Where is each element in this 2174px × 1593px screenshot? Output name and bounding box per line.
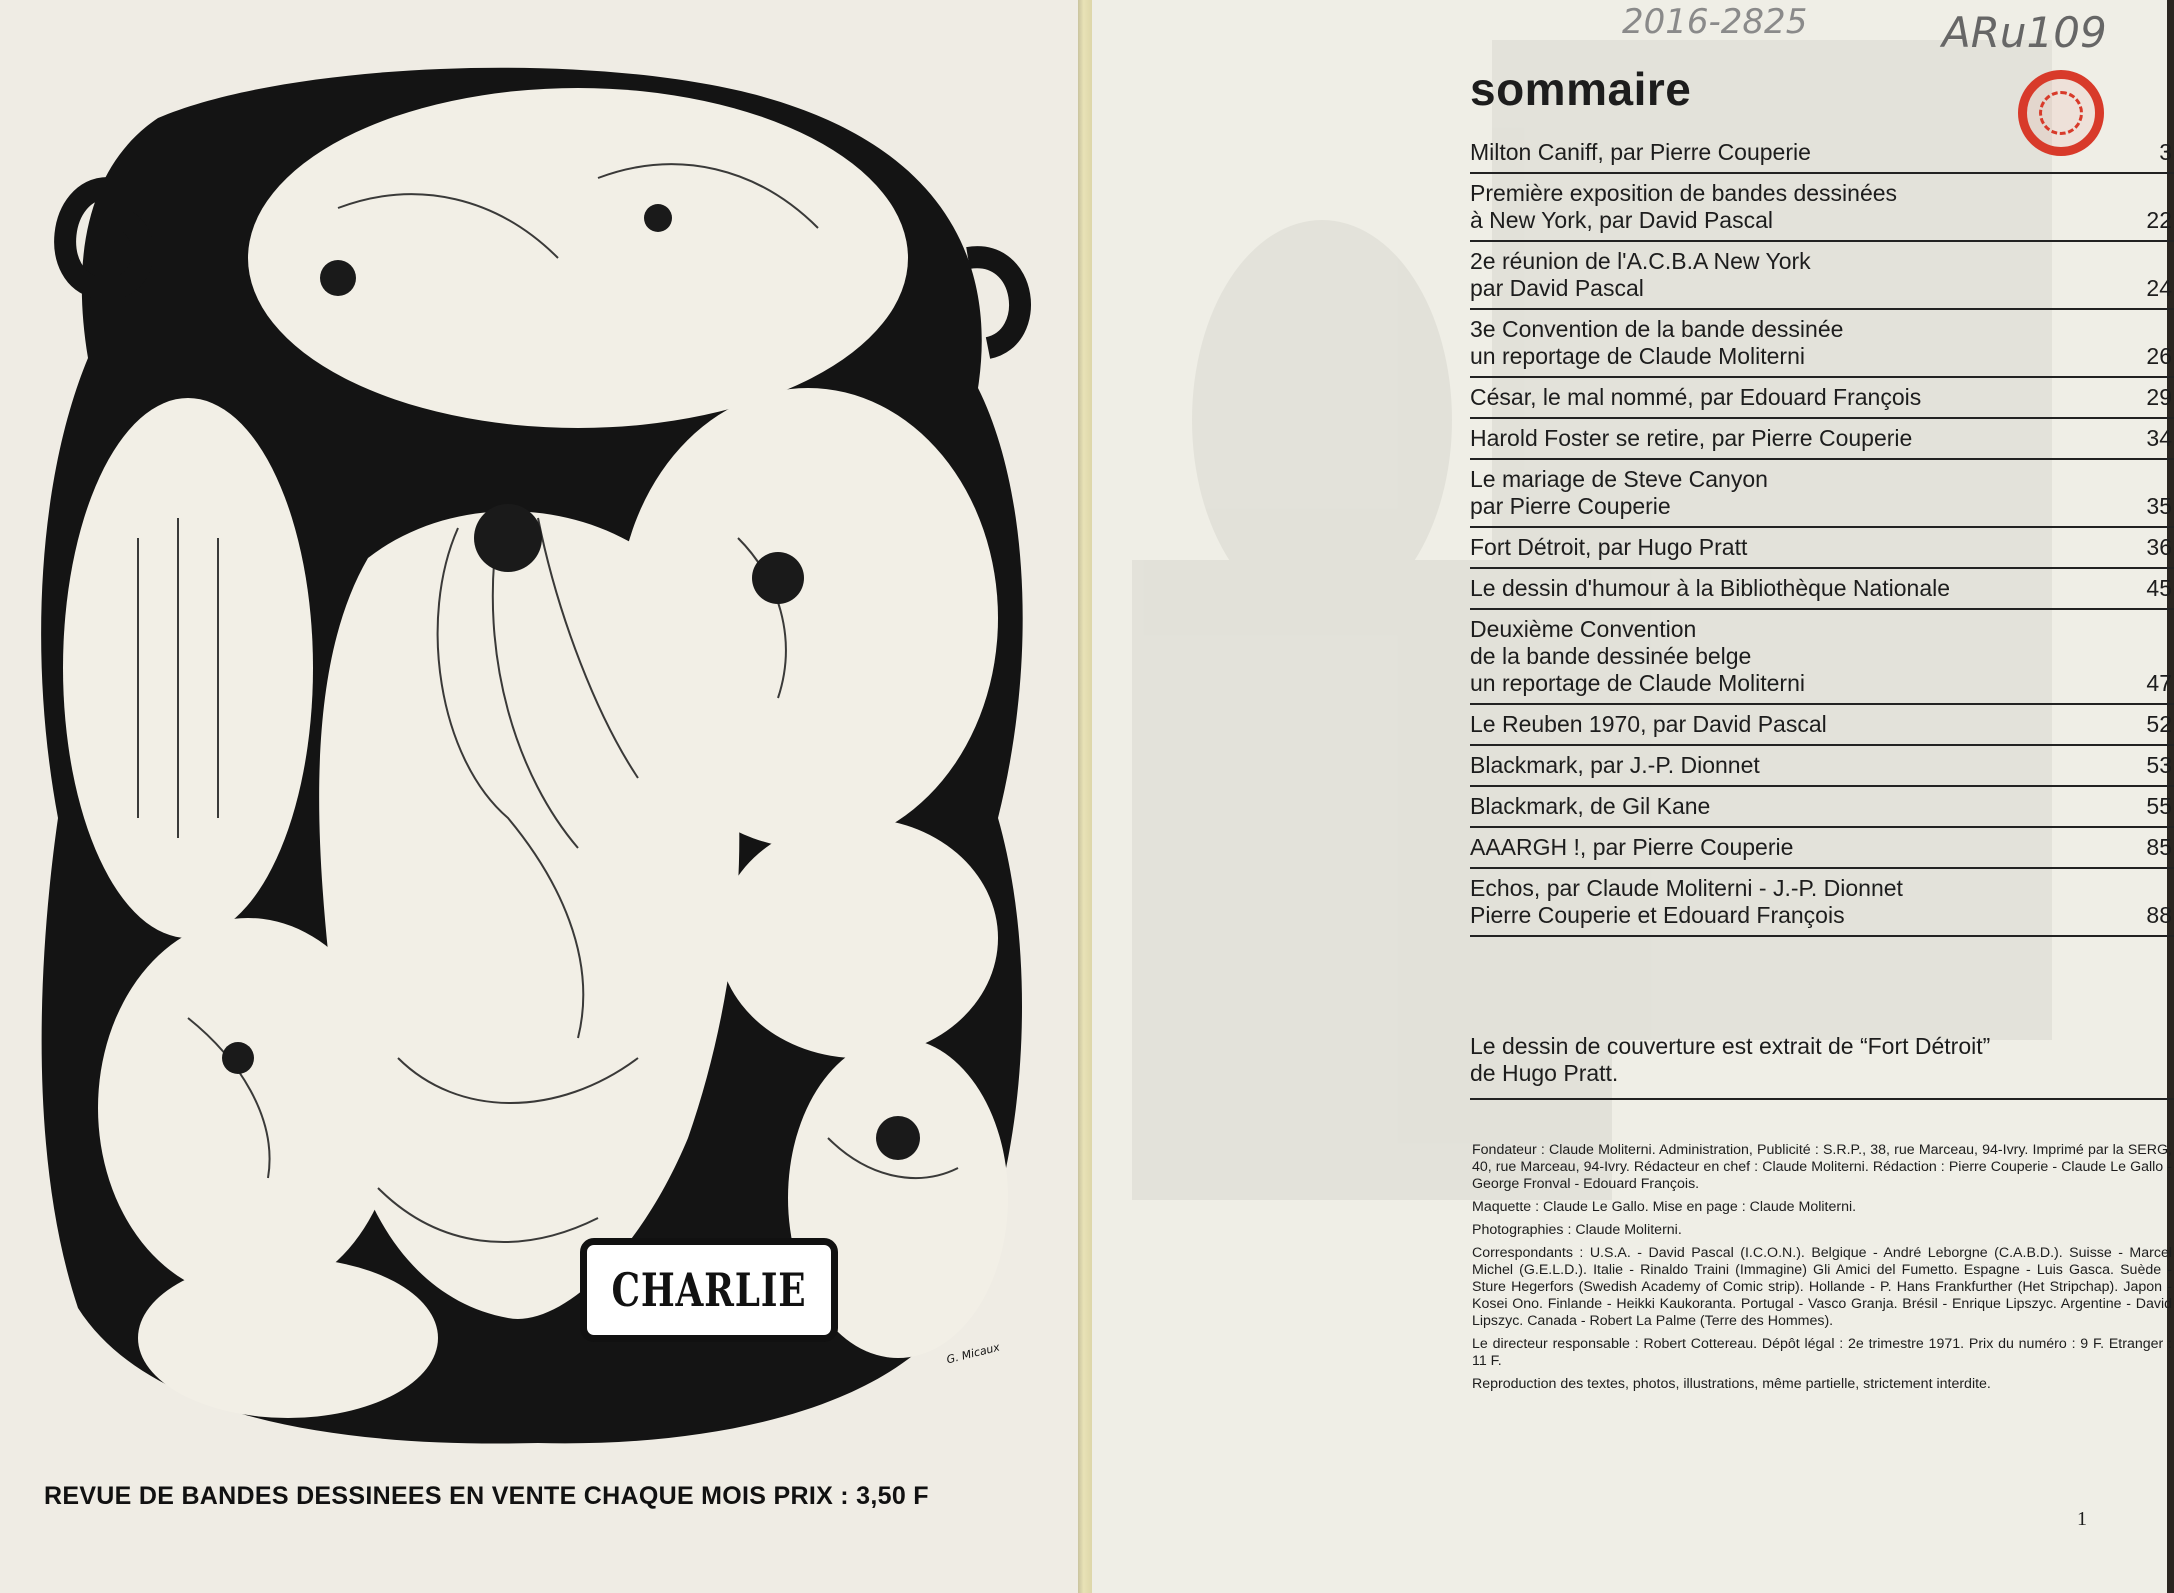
toc-entry-title: Fort Détroit, par Hugo Pratt	[1470, 534, 1748, 560]
credits-maquette: Maquette : Claude Le Gallo. Mise en page : Claude Moliterni.	[1472, 1199, 1857, 1215]
toc-entry-page: 26	[2146, 343, 2172, 369]
toc-entry	[1470, 242, 2174, 310]
toc-entry-title: Echos, par Claude Moliterni - J.-P. Dionnet Pierre Couperie et Edouard François	[1470, 875, 1903, 928]
toc-entry	[1470, 310, 2174, 378]
toc-list	[1470, 133, 2174, 937]
toc-entry-page: 88	[2146, 902, 2172, 928]
credits-directeur: Le directeur responsable : Robert Cottereau. Dépôt légal : 2e trimestre 1971. Prix du numéro : 9 F. Etranger : 11 F.	[1472, 1336, 2172, 1369]
toc-entry	[1470, 460, 2174, 528]
artist-signature: G. Micaux	[945, 1340, 1002, 1367]
credits-fondateur: Fondateur : Claude Moliterni. Administration, Publicité : S.R.P., 38, rue Marceau, 94-Ivry. Imprimé par la SERG, 40, rue Marceau, 94-Ivry. Rédacteur en chef : Claude Moliterni. Rédaction : Pierre Couperie - Claude Le Gallo - George Fronval - Edouard François.	[1472, 1142, 2172, 1192]
toc-entry-title: Le dessin d'humour à la Bibliothèque Nationale	[1470, 575, 1951, 601]
masthead-credits	[1472, 1142, 2172, 1399]
toc-entry-page: 29	[2146, 384, 2172, 410]
toc-entry-title: Première exposition de bandes dessinées à New York, par David Pascal	[1470, 180, 1898, 233]
toc-entry-page: 22	[2146, 207, 2172, 233]
charlie-logo-plate	[580, 1238, 838, 1342]
toc-entry-page: 3	[2159, 139, 2172, 165]
toc-entry-title: AAARGH !, par Pierre Couperie	[1470, 834, 1794, 860]
toc-entry-page: 47	[2146, 670, 2172, 696]
toc-entry	[1470, 787, 2174, 828]
back-cover-page	[0, 0, 1078, 1593]
toc-entry-page: 85	[2146, 834, 2172, 860]
toc-entry	[1470, 174, 2174, 242]
toc-entry	[1470, 746, 2174, 787]
toc-entry	[1470, 610, 2174, 705]
handwritten-code: ARu109	[1942, 8, 2107, 57]
toc-entry-title: César, le mal nommé, par Edouard François	[1470, 384, 1922, 410]
toc-entry	[1470, 528, 2174, 569]
toc-entry-title: 3e Convention de la bande dessinée un reportage de Claude Moliterni	[1470, 316, 1844, 369]
toc-entry-page: 24	[2146, 275, 2172, 301]
handwritten-number: 2016-2825	[1622, 2, 1808, 42]
toc-entry-title: Le Reuben 1970, par David Pascal	[1470, 711, 1827, 737]
toc-entry	[1470, 869, 2174, 937]
toc-entry	[1470, 133, 2174, 174]
toc-entry-page: 55	[2146, 793, 2172, 819]
toc-entry	[1470, 828, 2174, 869]
credits-reproduction: Reproduction des textes, photos, illustrations, même partielle, strictement interdite.	[1472, 1376, 1991, 1392]
credits-correspondants: Correspondants : U.S.A. - David Pascal (I.C.O.N.). Belgique - André Leborgne (C.A.B.D.). Suisse - Marcel Michel (G.E.L.D.). Italie - Rinaldo Traini (Immagine) Gli Amici del Fumetto. Espagne - Luis Gasca. Suède - Sture Hegerfors (Swedish Academy of Comic strip). Hollande - P. Hans Frankfurther (Het Stripchap). Japon - Kosei Ono. Finlande - Heikki Kaukoranta. Portugal - Vasco Granja. Brésil - Enrique Lipszyc. Argentine - David Lipszyc. Canada - Robert La Palme (Terre des Hommes).	[1472, 1245, 2172, 1329]
charlie-logo-text: CHARLIE	[611, 1263, 807, 1317]
page-number: 1	[2077, 1508, 2087, 1530]
contents-page	[1092, 0, 2172, 1593]
toc-entry-page: 36	[2146, 534, 2172, 560]
credits-photographies: Photographies : Claude Moliterni.	[1472, 1222, 1682, 1238]
toc-entry-title: Blackmark, de Gil Kane	[1470, 793, 1711, 819]
toc-entry-title: 2e réunion de l'A.C.B.A New York par David Pascal	[1470, 248, 1811, 301]
toc-entry-page: 34	[2146, 425, 2172, 451]
toc-entry-page: 35	[2146, 493, 2172, 519]
toc-title: sommaire	[1470, 63, 1692, 115]
toc-entry-title: Le mariage de Steve Canyon par Pierre Couperie	[1470, 466, 1768, 519]
toc-entry-page: 52	[2146, 711, 2172, 737]
toc-entry-title: Deuxième Convention de la bande dessinée belge un reportage de Claude Moliterni	[1470, 616, 1805, 696]
toc-entry-title: Blackmark, par J.-P. Dionnet	[1470, 752, 1760, 778]
divider	[1470, 1098, 2174, 1100]
toc-entry-title: Harold Foster se retire, par Pierre Couperie	[1470, 425, 1913, 451]
toc-entry-page: 45	[2146, 575, 2172, 601]
toc-entry	[1470, 378, 2174, 419]
toc-entry	[1470, 569, 2174, 610]
book-spine	[1078, 0, 1092, 1593]
cover-illustration	[38, 58, 1038, 1448]
cover-footer-text: REVUE DE BANDES DESSINEES EN VENTE CHAQUE MOIS PRIX : 3,50 F	[44, 1482, 929, 1510]
cover-note: Le dessin de couverture est extrait de “Fort Détroit” de Hugo Pratt.	[1470, 1033, 1991, 1086]
toc-entry	[1470, 705, 2174, 746]
toc-entry	[1470, 419, 2174, 460]
toc-entry-title: Milton Caniff, par Pierre Couperie	[1470, 139, 1811, 165]
toc-entry-page: 53	[2146, 752, 2172, 778]
